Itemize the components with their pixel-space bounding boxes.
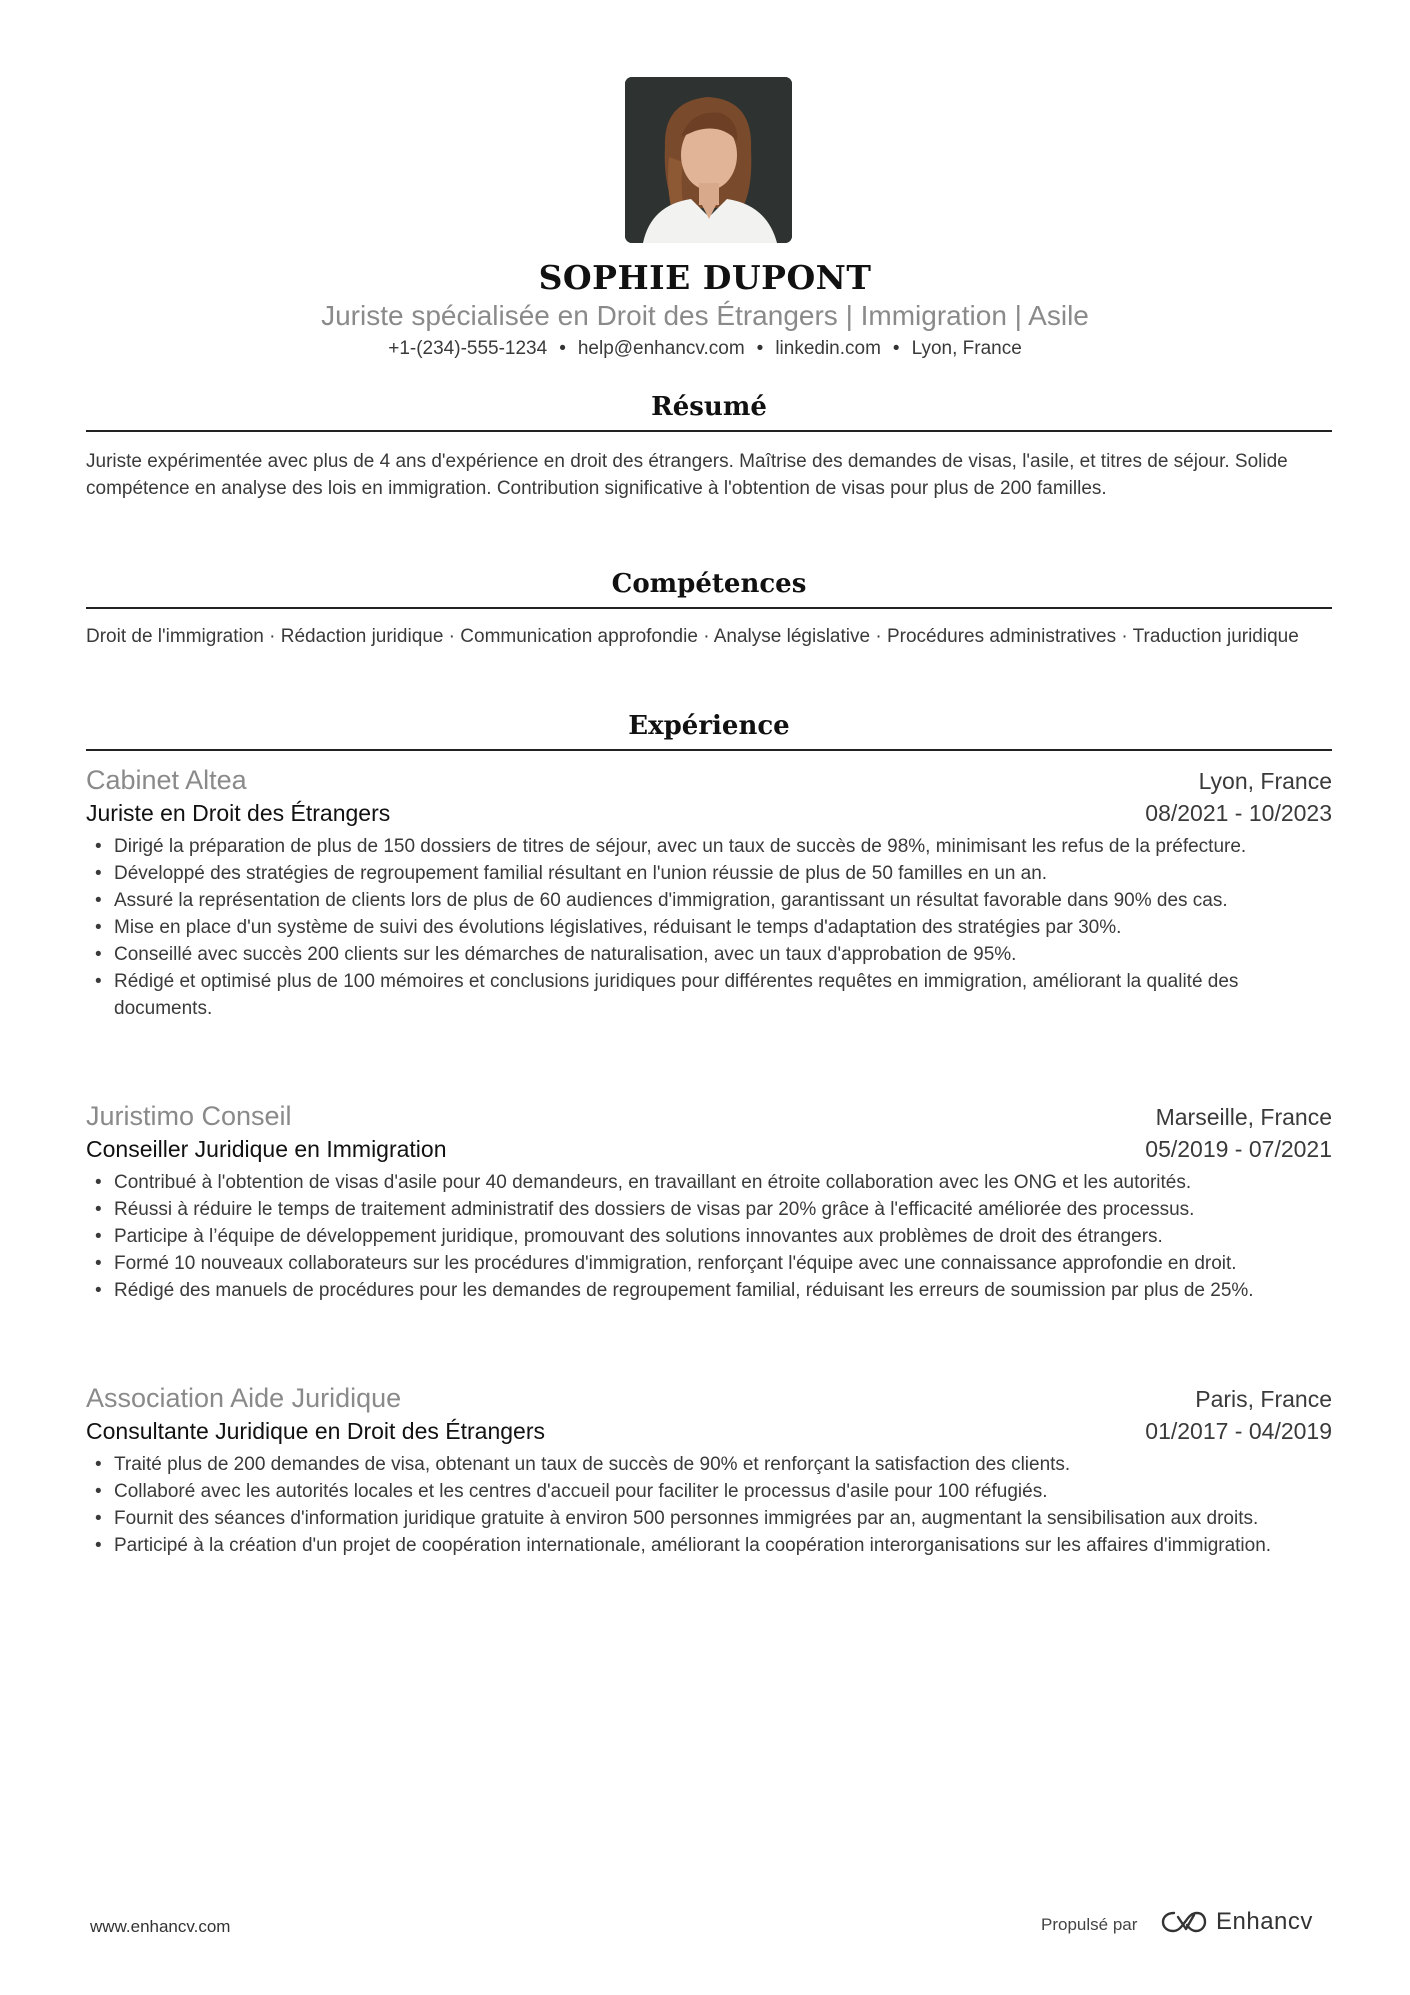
skills-heading: Compétences [86,569,1332,609]
bullet-item: • Mise en place d'un système de suivi des évolutions législatives, réduisant le temps d'adaptation des stratégies par 30%. [86,914,1332,941]
bullet-item: • Fournit des séances d'information juridique gratuite à environ 500 personnes immigrées par an, augmentant la sensibilisation aux droits. [86,1505,1332,1532]
bullet-item: • Traité plus de 200 demandes de visa, obtenant un taux de succès de 90% et renforçant la satisfaction des clients. [86,1451,1332,1478]
bullet-item: • Assuré la représentation de clients lors de plus de 60 audiences d'immigration, garantissant un résultat favorable dans 90% des cas. [86,887,1332,914]
bullet-list [86,833,1332,1022]
job-role: Juriste en Droit des Étrangers [86,800,391,826]
summary-text: Juriste expérimentée avec plus de 4 ans d'expérience en droit des étrangers. Maîtrise des demandes de visas, l'asile, et titres de séjour. Solide compétence en analyse des lois en immigration. Contribution significative à l'obtention de visas pour plus de 200 familles. [86,451,1288,499]
footer-url[interactable]: www.enhancv.com [90,1917,231,1936]
bullet-item: • Dirigé la préparation de plus de 150 dossiers de titres de séjour, avec un taux de succès de 98%, minimisant les refus de la préfecture. [86,833,1332,860]
bullet-item: • Formé 10 nouveaux collaborateurs sur les procédures d'immigration, renforçant l'équipe avec une connaissance approfondie en droit. [86,1250,1332,1277]
company-name: Cabinet Altea [86,765,247,795]
bullet-list [86,1451,1332,1559]
bullet-item: • Rédigé et optimisé plus de 100 mémoires et conclusions juridiques pour différentes requêtes en immigration, améliorant la qualité des documents. [86,968,1332,1022]
bullet-item: • Contribué à l'obtention de visas d'asile pour 40 demandeurs, en travaillant en étroite collaboration avec les ONG et les autorités. [86,1169,1332,1196]
separator: • [892,338,900,359]
job-entry [86,765,1332,1022]
job-dates: 08/2021 - 10/2023 [1145,800,1332,826]
bullet-item: • Collaboré avec les autorités locales et les centres d'accueil pour faciliter le processus d'asile pour 100 réfugiés. [86,1478,1332,1505]
candidate-name: SOPHIE DUPONT [538,258,872,297]
bullet-item: • Rédigé des manuels de procédures pour les demandes de regroupement familial, réduisant les erreurs de soumission par plus de 25%. [86,1277,1332,1304]
company-name: Association Aide Juridique [86,1383,402,1413]
bullet-item: • Participé à la création d'un projet de coopération internationale, améliorant la coopération interorganisations sur les affaires d'immigration. [86,1532,1332,1559]
job-location: Lyon, France [1198,768,1332,794]
job-entry [86,1101,1332,1304]
powered-by-label: Propulsé par [1041,1915,1138,1934]
bullet-item: • Développé des stratégies de regroupement familial résultant en l'union réussie de plus de 50 familles en un an. [86,860,1332,887]
job-dates: 01/2017 - 04/2019 [1145,1418,1332,1444]
bullet-list [86,1169,1332,1304]
phone: +1-(234)-555-1234 [388,338,548,359]
contact-line [0,338,1410,360]
job-role: Conseiller Juridique en Immigration [86,1136,447,1162]
experience-heading: Expérience [86,711,1332,751]
separator: • [559,338,566,359]
job-location: Paris, France [1195,1386,1332,1412]
contact-location: Lyon, France [911,338,1022,359]
enhancv-brand: Enhancv [1216,1908,1313,1935]
candidate-title: Juriste spécialisée en Droit des Étrangers | Immigration | Asile [321,300,1089,331]
job-dates: 05/2019 - 07/2021 [1145,1136,1332,1162]
bullet-item: • Participe à l’équipe de développement juridique, promouvant des solutions innovantes aux problèmes de droit des étrangers. [86,1223,1332,1250]
linkedin[interactable]: linkedin.com [775,338,881,359]
skills-text: Droit de l'immigration · Rédaction juridique · Communication approfondie · Analyse législative · Procédures administratives · Traduction juridique [86,626,1299,647]
job-entry [86,1383,1332,1559]
enhancv-logo-icon [1160,1909,1208,1935]
job-role: Consultante Juridique en Droit des Étrangers [86,1418,545,1444]
enhancv-logo[interactable] [1160,1908,1313,1936]
profile-photo [625,77,792,243]
company-name: Juristimo Conseil [86,1101,292,1131]
bullet-item: • Réussi à réduire le temps de traitement administratif des dossiers de visas par 20% grâce à l'efficacité améliorée des processus. [86,1196,1332,1223]
separator: • [756,338,764,359]
bullet-item: • Conseillé avec succès 200 clients sur les démarches de naturalisation, avec un taux d'approbation de 95%. [86,941,1332,968]
job-location: Marseille, France [1155,1104,1332,1130]
summary-heading: Résumé [86,392,1332,432]
email[interactable]: help@enhancv.com [577,338,745,359]
